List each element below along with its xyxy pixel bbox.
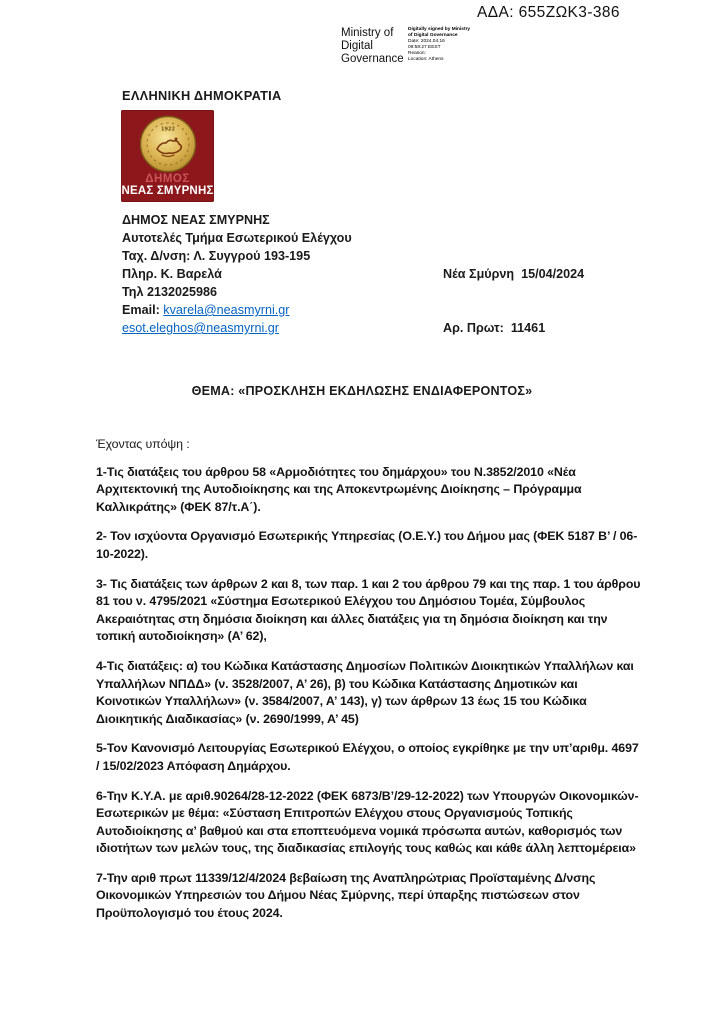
hellenic-republic-heading: ΕΛΛΗΝΙΚΗ ΔΗΜΟΚΡΑΤΙΑ [122,88,282,103]
municipality-logo [121,110,214,202]
stamp-line: Reason: [408,51,426,56]
sender-block [122,211,352,337]
body-paragraph-7: 7-Την αριθ πρωτ 11339/12/4/2024 βεβαίωση της Αναπληρώτριας Προϊσταμένης Δ/νσης Οικονομικών Υπηρεσιών του Δήμου Νέας Σμύρνης, περί ύπαρξης πιστώσεων στον Προϋπολογισμό του έτους 2024. [96,870,596,921]
body-paragraph-4: 4-Τις διατάξεις: α) του Κώδικα Κατάστασης Δημοσίων Πολιτικών Διοικητικών Υπαλλήλων και Υπαλλήλων ΝΠΔΔ» (ν. 3528/2007, Α’ 26), β) του Κώδικα Κατάστασης Δημοτικών και Κοινοτικών Υπαλλήλων» (ν. 3584/2007, Α’ 143), γ) των άρθρων 13 έως 15 του Κώδικα Διοικητικής Διαδικασίας» (ν. 2690/1999, Α’ 45) [96,658,634,726]
subject-line: ΘΕΜΑ: «ΠΡΟΣΚΛΗΣΗ ΕΚΔΗΛΩΣΗΣ ΕΝΔΙΑΦΕΡΟΝΤΟΣ» [191,384,533,398]
email-label: Email: [122,303,160,317]
municipal-seal-coin-icon [136,115,200,173]
protocol-number: Αρ. Πρωτ: 11461 [443,321,546,335]
body-paragraph-2: 2- Τον ισχύοντα Οργανισμό Εσωτερικής Υπηρεσίας (Ο.Ε.Υ.) του Δήμου μας (ΦΕΚ 5187 Β’ / 06-10-2022). [96,529,638,561]
stamp-line: 09:58:27 EEST [408,45,441,50]
ministry-line: Governance [341,53,404,65]
sender-email-line [122,301,352,319]
sender-phone: Τηλ 2132025986 [122,285,217,299]
sender-department: Αυτοτελές Τμήμα Εσωτερικού Ελέγχου [122,231,352,245]
email-link-kvarela[interactable]: kvarela@neasmyrni.gr [163,303,290,317]
document-body [96,436,645,935]
stamp-line: Location: Athens [408,57,444,62]
body-paragraph-3: 3- Τις διατάξεις των άρθρων 2 και 8, των παρ. 1 και 2 του άρθρου 79 και της παρ. 1 του άρθρου 81 του ν. 4795/2021 «Σύστημα Εσωτερικού Ελέγχου του Δημόσιου Τομέα, Σύμβουλος Ακεραιότητας στη δημόσια διοίκηση και άλλες διατάξεις για τη δημόσια διοίκηση και την τοπική αυτοδιοίκηση» (Α’ 62), [96,576,641,644]
place-date: Νέα Σμύρνη 15/04/2024 [443,267,585,281]
ada-code: ΑΔΑ: 655ΖΩΚ3-386 [477,4,620,21]
stamp-line: of Digital Governance [408,33,458,38]
ministry-line: Ministry of [341,27,394,39]
sender-email-line2 [122,319,352,337]
email-link-esot-eleghos[interactable]: esot.eleghos@neasmyrni.gr [122,321,279,335]
sender-municipality: ΔΗΜΟΣ ΝΕΑΣ ΣΜΥΡΝΗΣ [122,213,270,227]
logo-text-dimos: ΔΗΜΟΣ [145,173,190,185]
body-paragraph-6: 6-Την Κ.Υ.Α. με αριθ.90264/28-12-2022 (ΦΕΚ 6873/Β’/29-12-2022) των Υπουργών Οικονομικών- Εσωτερικών με θέμα: «Σύσταση Επιτροπών Ελέγχου στους Οργανισμούς Τοπικής Αυτοδιοίκησης α’ βαθμού και στα εποπτευόμενα νομικά πρόσωπα αυτών, καθορισμός των ιδιοτήτων των μελών τους, της διαδικασίας επιλογής τους καθώς και κάθε άλλη λεπτομέρεια» [96,788,639,856]
sender-contact-person: Πληρ. Κ. Βαρελά [122,267,222,281]
meta-block [443,229,584,373]
body-paragraph-5: 5-Τον Κανονισμό Λειτουργίας Εσωτερικού Ελέγχου, ο οποίος εγκρίθηκε με την υπ’αριθμ. 4697 / 15/02/2023 Απόφαση Δημάρχου. [96,741,639,773]
logo-text-neas-smyrnis: ΝΕΑΣ ΣΜΥΡΝΗΣ [121,185,214,197]
sender-address: Ταχ. Δ/νση: Λ. Συγγρού 193-195 [122,249,311,263]
stamp-line: Date: 2024.04.16 [408,39,445,44]
digital-signature-stamp [408,27,518,63]
svg-text:1922: 1922 [160,126,175,133]
ministry-signature-name [341,27,404,66]
stamp-line: Digitally signed by Ministry [408,27,471,32]
body-paragraph-1: 1-Τις διατάξεις του άρθρου 58 «Αρμοδιότητες του δημάρχου» του Ν.3852/2010 «Νέα Αρχιτεκτονική της Αυτοδιοίκησης και της Αποκεντρωμένης Διοίκησης – Πρόγραμμα Καλλικράτης» (ΦΕΚ 87/τ.Α΄). [96,464,582,514]
having-regard-intro: Έχοντας υπόψη : [96,437,190,451]
ministry-line: Digital [341,40,373,52]
